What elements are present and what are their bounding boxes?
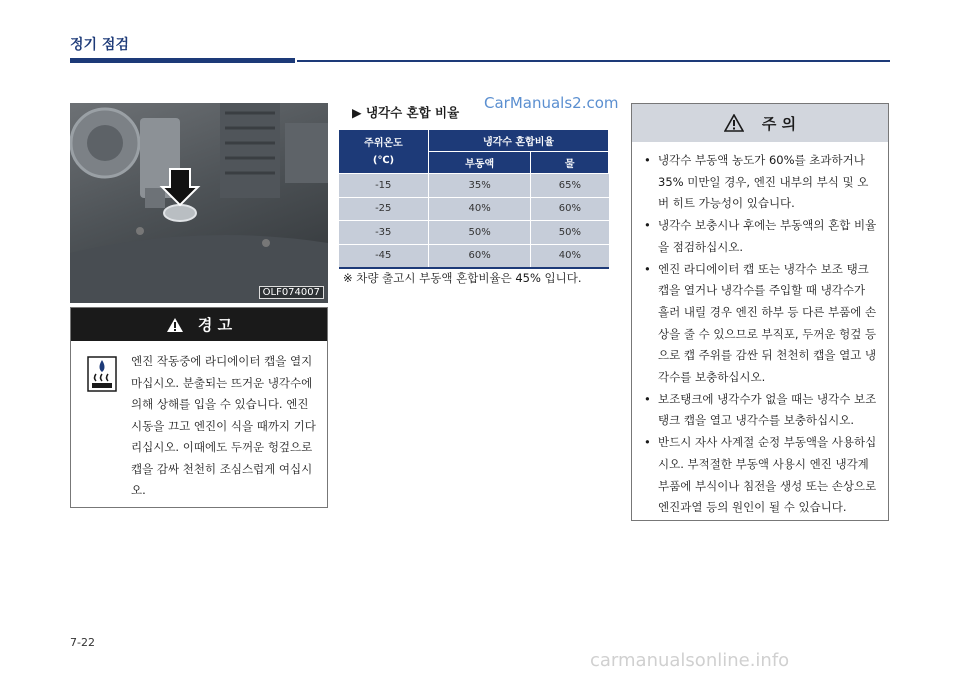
cell-water: 50% xyxy=(531,221,609,245)
hot-coolant-icon xyxy=(87,356,117,392)
table-row xyxy=(339,221,609,245)
caution-header xyxy=(632,104,888,142)
list-item: • 엔진 라디에이터 캡 또는 냉각수 보조 탱크 캡을 열거나 냉각수를 주입할 때 냉각수가 흘러 내릴 경우 엔진 하부 등 다른 부품에 손상을 줄 수 있으므로 부직포, 두꺼운 헝겊 등으로 캡 주위를 감싼 뒤 천천히 캡을 열고 냉각수를 보충하십시오. xyxy=(644,259,878,389)
cell-water: 60% xyxy=(531,197,609,221)
cell-temp: -35 xyxy=(339,221,429,245)
header-water: 물 xyxy=(531,152,609,174)
caution-box xyxy=(631,103,889,521)
mix-table-note: ※ 차량 출고시 부동액 혼합비율은 45% 입니다. xyxy=(343,271,582,285)
table-row xyxy=(339,197,609,221)
engine-photo xyxy=(70,103,328,303)
photo-code: OLF074007 xyxy=(259,286,324,299)
section-title: 정기 점검 xyxy=(70,37,129,53)
header-rule-thick xyxy=(70,58,295,63)
cell-temp: -45 xyxy=(339,244,429,268)
cell-antifreeze: 60% xyxy=(429,244,531,268)
header-mix-ratio: 냉각수 혼합비율 xyxy=(429,130,609,152)
footer-watermark: carmanualsonline.info xyxy=(590,650,790,671)
cell-temp: -15 xyxy=(339,174,429,198)
caution-title: 주 의 xyxy=(761,114,797,133)
table-row xyxy=(339,174,609,198)
warning-body xyxy=(71,341,327,502)
warning-triangle-icon xyxy=(166,317,184,333)
header-ambient-temp: 주위온도 (℃) xyxy=(339,130,429,174)
page-number: 7-22 xyxy=(70,636,95,649)
warning-box xyxy=(70,307,328,508)
list-item: • 보조탱크에 냉각수가 없을 때는 냉각수 보조 탱크 캡을 열고 냉각수를 보충하십시오. xyxy=(644,389,878,432)
cell-temp: -25 xyxy=(339,197,429,221)
caution-list xyxy=(632,142,888,519)
cell-antifreeze: 50% xyxy=(429,221,531,245)
warning-title: 경 고 xyxy=(197,316,233,334)
cell-water: 40% xyxy=(531,244,609,268)
header-rule-thin xyxy=(297,60,890,62)
mix-table-title: ▶ 냉각수 혼합 비율 xyxy=(352,105,460,120)
caution-triangle-icon xyxy=(724,114,744,132)
cell-water: 65% xyxy=(531,174,609,198)
list-item: • 냉각수 보충시나 후에는 부동액의 혼합 비율을 점검하십시오. xyxy=(644,215,878,258)
list-item: • 냉각수 부동액 농도가 60%를 초과하거나 35% 미만일 경우, 엔진 내부의 부식 및 오버 히트 가능성이 있습니다. xyxy=(644,150,878,215)
list-item: • 반드시 자사 사계절 순정 부동액을 사용하십시오. 부적절한 부동액 사용시 엔진 냉각계 부품에 부식이나 침전을 생성 또는 손상으로 엔진과열 등의 원인이 될 수 있습니다. xyxy=(644,432,878,519)
cell-antifreeze: 40% xyxy=(429,197,531,221)
cell-antifreeze: 35% xyxy=(429,174,531,198)
watermark: CarManuals2.com xyxy=(484,94,619,112)
coolant-mix-table xyxy=(338,129,609,269)
header-antifreeze: 부동액 xyxy=(429,152,531,174)
warning-text: 엔진 작동중에 라디에이터 캡을 열지 마십시오. 분출되는 뜨거운 냉각수에 의해 상해를 입을 수 있습니다. 엔진 시동을 끄고 엔진이 식을 때까지 기다리십시오. 이때에도 두꺼운 헝겊으로 캡을 감싸 천천히 조심스럽게 여십시오. xyxy=(131,354,316,497)
warning-header xyxy=(71,308,327,341)
table-row xyxy=(339,244,609,268)
engine-illustration xyxy=(70,103,328,303)
